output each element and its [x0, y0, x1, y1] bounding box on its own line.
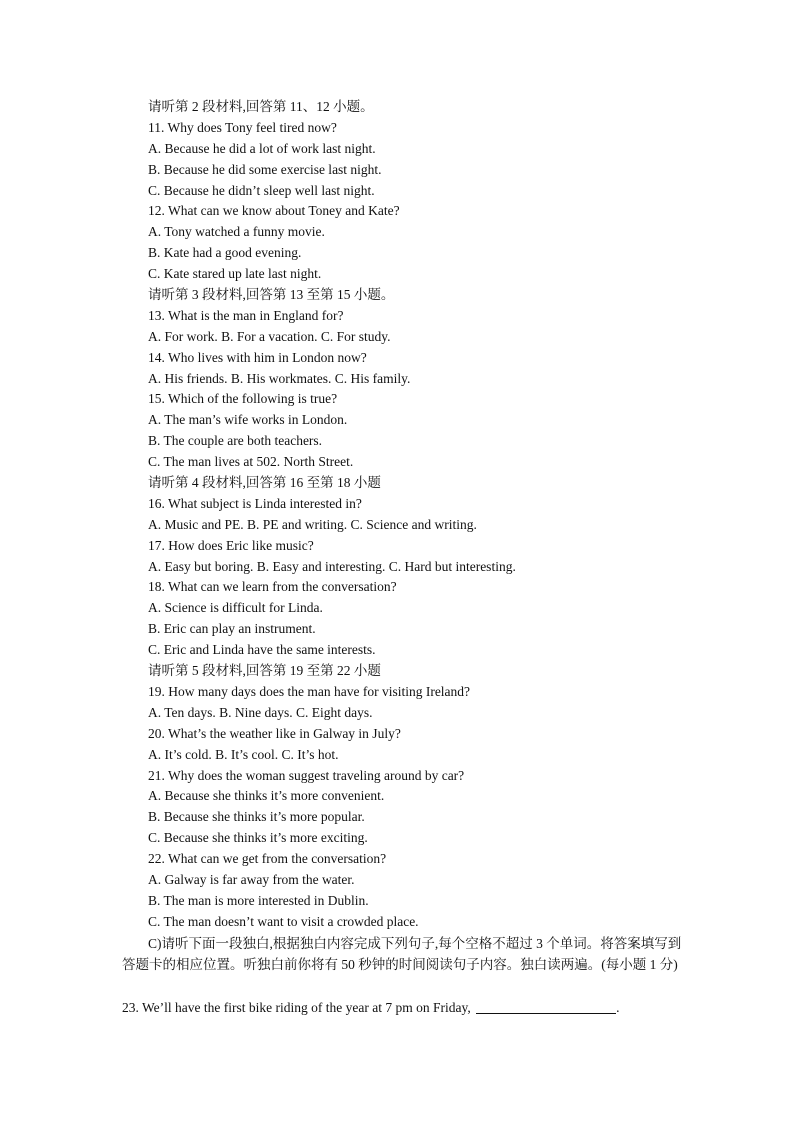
text-line: 21. Why does the woman suggest traveling around by car? — [148, 767, 465, 783]
text-line: A. Music and PE. B. PE and writing. C. Science and writing. — [148, 516, 477, 532]
answer-blank[interactable] — [476, 999, 616, 1014]
text-line: C. The man doesn’t want to visit a crowded place. — [148, 913, 419, 929]
text-line: B. Eric can play an instrument. — [148, 621, 316, 637]
text-line: B. Because he did some exercise last night. — [148, 161, 382, 177]
text-line: 11. Why does Tony feel tired now? — [148, 119, 337, 135]
text-line: A. Science is difficult for Linda. — [148, 600, 323, 616]
text-line: 22. What can we get from the conversation? — [148, 851, 387, 867]
text-line: 18. What can we learn from the conversation? — [148, 579, 397, 595]
text-line: A. Tony watched a funny movie. — [148, 224, 325, 240]
text-line: B. Kate had a good evening. — [148, 245, 302, 261]
text-line: A. Galway is far away from the water. — [148, 871, 355, 887]
text-line: B. Because she thinks it’s more popular. — [148, 809, 365, 825]
text-line: A. For work. B. For a vacation. C. For study. — [148, 328, 391, 344]
text-line: 17. How does Eric like music? — [148, 537, 314, 553]
text-line: 13. What is the man in England for? — [148, 307, 344, 323]
section-c-instructions: C)请听下面一段独白,根据独白内容完成下列句子,每个空格不超过 3 个单词。将答案填写到答题卡的相应位置。听独白前你将有 50 秒钟的时间阅读句子内容。独白读两遍。(每小题 1 分) — [122, 936, 682, 972]
text-line: 请听第 3 段材料,回答第 13 至第 15 小题。 — [148, 287, 395, 303]
text-line: 请听第 4 段材料,回答第 16 至第 18 小题 — [148, 475, 381, 491]
text-line: 16. What subject is Linda interested in? — [148, 495, 362, 511]
text-line: 请听第 2 段材料,回答第 11、12 小题。 — [148, 99, 374, 114]
text-line: A. Because she thinks it’s more convenient. — [148, 788, 385, 804]
text-line: 请听第 5 段材料,回答第 19 至第 22 小题 — [148, 663, 381, 679]
text-line: 19. How many days does the man have for visiting Ireland? — [148, 683, 471, 699]
text-line: 12. What can we know about Toney and Kate? — [148, 203, 400, 219]
question-list — [148, 97, 708, 933]
text-line: B. The couple are both teachers. — [148, 433, 323, 449]
question-23-text: 23. We’ll have the first bike riding of the year at 7 pm on Friday, — [122, 1000, 475, 1015]
text-line: C. The man lives at 502. North Street. — [148, 454, 354, 470]
text-line: C. Kate stared up late last night. — [148, 266, 322, 282]
text-line: 20. What’s the weather like in Galway in July? — [148, 725, 401, 741]
text-line: C. Because she thinks it’s more exciting. — [148, 830, 368, 846]
text-line: A. Ten days. B. Nine days. C. Eight days. — [148, 704, 373, 720]
text-line: B. The man is more interested in Dublin. — [148, 892, 369, 908]
question-23-end: . — [616, 1000, 620, 1015]
text-line: A. His friends. B. His workmates. C. His family. — [148, 370, 411, 386]
text-line: A. Easy but boring. B. Easy and interesting. C. Hard but interesting. — [148, 558, 516, 574]
text-line: 15. Which of the following is true? — [148, 391, 338, 407]
text-line: A. The man’s wife works in London. — [148, 412, 348, 428]
text-line: C. Because he didn’t sleep well last night. — [148, 182, 375, 198]
question-23 — [122, 998, 619, 1019]
text-line: A. Because he did a lot of work last night. — [148, 140, 376, 156]
text-line: C. Eric and Linda have the same interests. — [148, 642, 376, 658]
text-line: A. It’s cold. B. It’s cool. C. It’s hot. — [148, 746, 339, 762]
text-line: 14. Who lives with him in London now? — [148, 349, 367, 365]
